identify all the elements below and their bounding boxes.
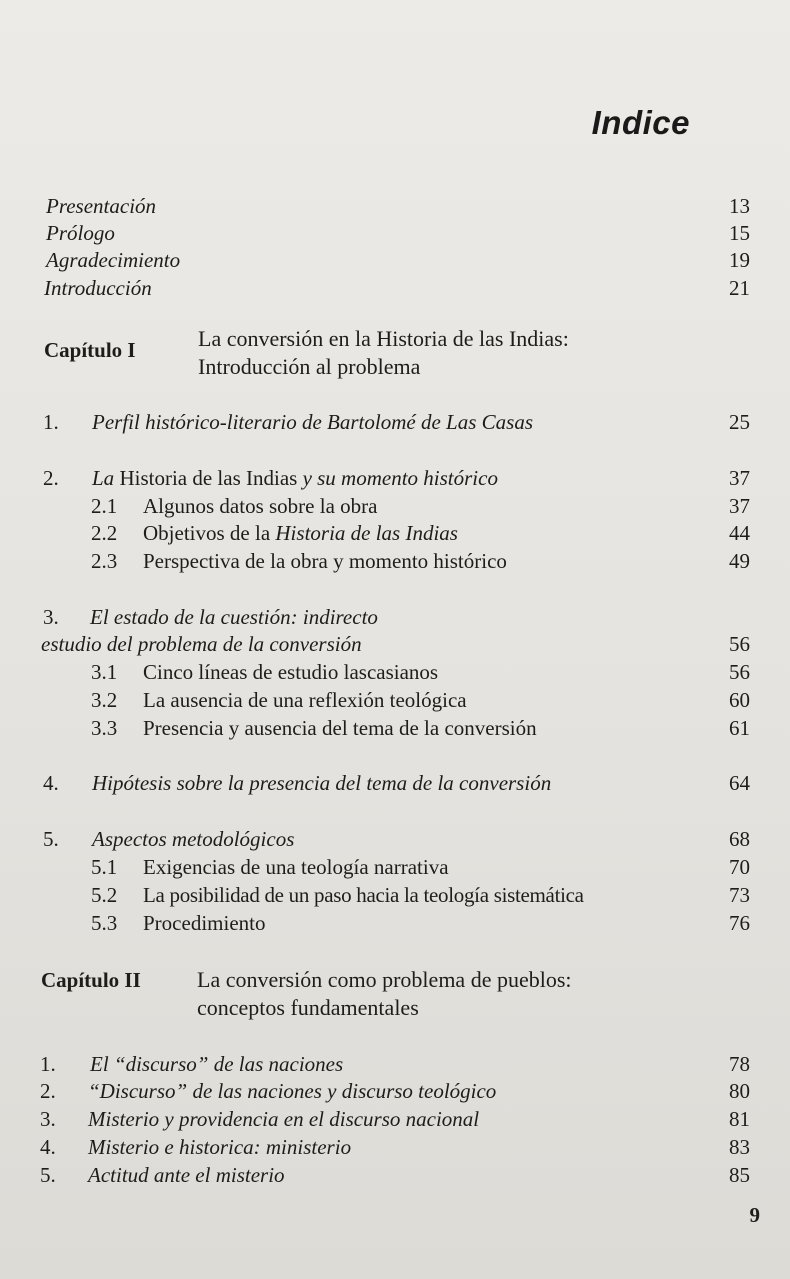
toc-entry-label: Introducción (44, 276, 152, 300)
section-title: La Historia de las Indias y su momento histórico (92, 466, 498, 490)
section-title-line1: El estado de la cuestión: indirecto (90, 605, 378, 629)
subsection-page: 44 (729, 521, 750, 545)
subsection-title: Algunos datos sobre la obra (143, 494, 378, 518)
subsection-number: 2.2 (91, 521, 118, 545)
section-number: 4. (43, 771, 59, 795)
toc-section-3 (0, 602, 790, 632)
subsection-number: 2.1 (91, 494, 118, 518)
toc-entry-agradecimiento (0, 245, 790, 275)
subsection-page: 61 (729, 716, 750, 740)
section-number: 3. (43, 605, 59, 629)
toc-section-5 (0, 824, 790, 854)
section-page: 83 (729, 1135, 750, 1159)
subsection-number: 5.1 (91, 855, 118, 879)
page-number: 9 (749, 1203, 760, 1227)
section-title: “Discurso” de las naciones y discurso teológico (88, 1079, 497, 1103)
toc-section-1 (0, 407, 790, 437)
toc-entry-label: Agradecimiento (46, 248, 181, 272)
section-number: 2. (43, 466, 59, 490)
page-title: Indice (591, 104, 690, 141)
section-title: Misterio y providencia en el discurso nacional (88, 1107, 480, 1131)
toc-entry-page: 13 (729, 194, 750, 218)
subsection-title: Exigencias de una teología narrativa (143, 855, 449, 879)
section-number: 5. (43, 827, 59, 851)
section-page: 85 (729, 1163, 750, 1187)
toc-entry-prologo (0, 218, 790, 248)
toc-subsection-5-3 (0, 908, 790, 938)
section-title: Misterio e historica: ministerio (88, 1135, 352, 1159)
section-number: 4. (40, 1135, 56, 1159)
toc-subsection-5-1 (0, 852, 790, 882)
toc-entry-page: 15 (729, 221, 750, 245)
toc-subsection-2-1 (0, 491, 790, 521)
section-page: 68 (729, 827, 750, 851)
section-page: 78 (729, 1052, 750, 1076)
subsection-title: Procedimiento (143, 911, 266, 935)
chapter-2-title-line1: La conversión como problema de pueblos: (197, 967, 572, 992)
section-page: 81 (729, 1107, 750, 1131)
chapter-1-title-line2: Introducción al problema (198, 354, 421, 379)
section-page: 25 (729, 410, 750, 434)
subsection-title: Objetivos de la Historia de las Indias (143, 521, 458, 545)
section-number: 1. (43, 410, 59, 434)
subsection-number: 3.3 (91, 716, 118, 740)
section-page: 64 (729, 771, 750, 795)
toc-ch2-section-3 (0, 1104, 790, 1134)
toc-subsection-2-2 (0, 518, 790, 548)
toc-ch2-section-4 (0, 1132, 790, 1162)
chapter-1-title-line1: La conversión en la Historia de las Indias: (198, 326, 569, 351)
section-number: 3. (40, 1107, 56, 1131)
section-page: 80 (729, 1079, 750, 1103)
toc-subsection-5-2 (0, 880, 790, 910)
subsection-title: La posibilidad de un paso hacia la teología sistemática (143, 883, 584, 907)
subsection-number: 3.1 (91, 660, 118, 684)
section-title: Actitud ante el misterio (88, 1163, 285, 1187)
section-page: 56 (729, 632, 750, 656)
toc-subsection-2-3 (0, 546, 790, 576)
section-title: El “discurso” de las naciones (90, 1052, 344, 1076)
toc-subsection-3-1 (0, 657, 790, 687)
subsection-page: 56 (729, 660, 750, 684)
toc-ch2-section-1 (0, 1049, 790, 1079)
toc-section-4 (0, 768, 790, 798)
subsection-title-book: Historia de las Indias (275, 521, 458, 545)
subsection-title: Perspectiva de la obra y momento histórico (143, 549, 507, 573)
toc-subsection-3-3 (0, 713, 790, 743)
section-page: 37 (729, 466, 750, 490)
section-title: Aspectos metodológicos (92, 827, 295, 851)
section-number: 5. (40, 1163, 56, 1187)
toc-entry-presentacion (0, 191, 790, 221)
subsection-page: 37 (729, 494, 750, 518)
subsection-page: 60 (729, 688, 750, 712)
subsection-number: 3.2 (91, 688, 118, 712)
toc-section-2 (0, 463, 790, 493)
subsection-page: 73 (729, 883, 750, 907)
subsection-number: 5.3 (91, 911, 118, 935)
section-title-book: Historia de las Indias (119, 466, 298, 490)
toc-entry-page: 19 (729, 248, 750, 272)
toc-subsection-3-2 (0, 685, 790, 715)
toc-entry-page: 21 (729, 276, 750, 300)
subsection-title: La ausencia de una reflexión teológica (143, 688, 467, 712)
subsection-number: 2.3 (91, 549, 118, 573)
toc-ch2-section-2 (0, 1076, 790, 1106)
section-title: Hipótesis sobre la presencia del tema de la conversión (92, 771, 552, 795)
chapter-2-title-line2: conceptos fundamentales (197, 995, 419, 1020)
section-number: 2. (40, 1079, 56, 1103)
subsection-number: 5.2 (91, 883, 118, 907)
subsection-page: 70 (729, 855, 750, 879)
subsection-title: Presencia y ausencia del tema de la conversión (143, 716, 537, 740)
toc-entry-introduccion (0, 273, 790, 303)
toc-entry-label: Presentación (46, 194, 157, 218)
chapter-1-label: Capítulo I (44, 338, 136, 362)
subsection-page: 49 (729, 549, 750, 573)
section-number: 1. (40, 1052, 56, 1076)
toc-section-3-cont (0, 629, 790, 659)
subsection-page: 76 (729, 911, 750, 935)
toc-entry-label: Prólogo (46, 221, 115, 245)
toc-ch2-section-5 (0, 1160, 790, 1190)
section-title: Perfil histórico-literario de Bartolomé de Las Casas (92, 410, 533, 434)
chapter-2-label: Capítulo II (41, 968, 141, 992)
section-title-line2: estudio del problema de la conversión (41, 632, 362, 656)
subsection-title: Cinco líneas de estudio lascasianos (143, 660, 439, 684)
